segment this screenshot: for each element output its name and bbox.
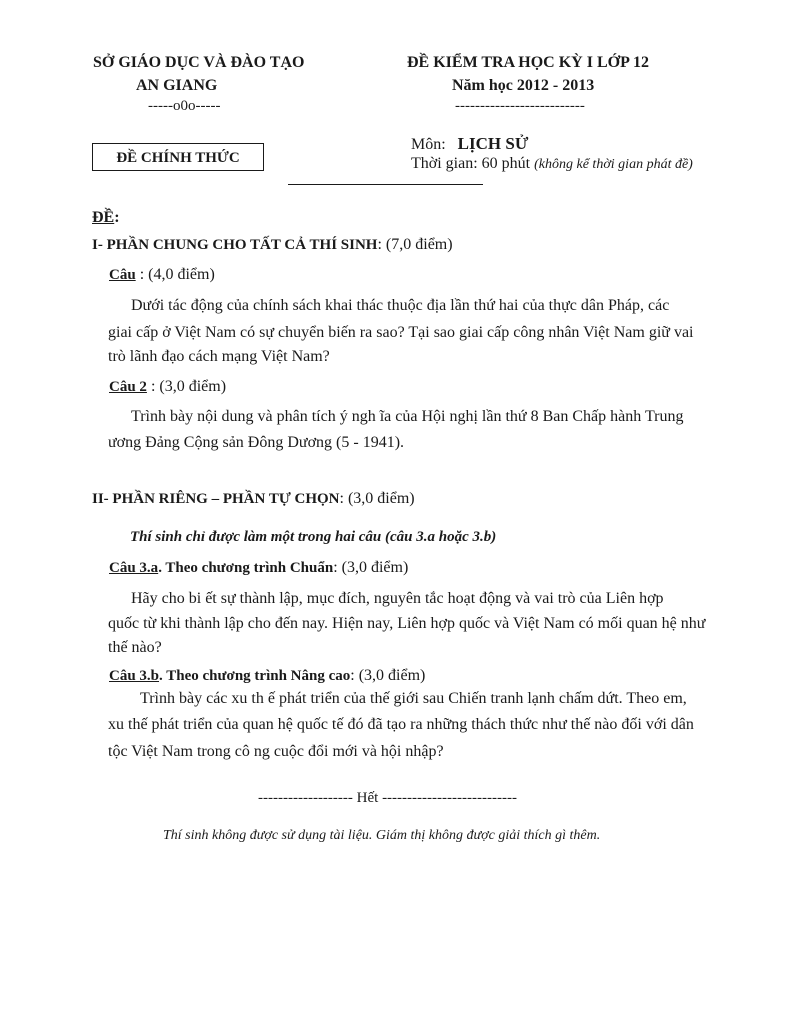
question-2-label: Câu 2 bbox=[109, 379, 147, 395]
question-2-heading bbox=[109, 378, 226, 396]
question-1-heading bbox=[109, 266, 215, 284]
de-colon: : bbox=[114, 209, 120, 226]
header-rule bbox=[288, 184, 483, 185]
time-line bbox=[411, 155, 693, 173]
part1-heading bbox=[92, 236, 453, 254]
de-heading bbox=[92, 209, 120, 227]
department-name: SỞ GIÁO DỤC VÀ ĐÀO TẠO bbox=[93, 54, 305, 71]
question-3a-line-1: Hãy cho bi ết sự thành lập, mục đích, nguyên tắc hoạt động và vai trò của Liên hợp bbox=[131, 590, 664, 607]
part1-points: : (7,0 điểm) bbox=[377, 236, 453, 253]
subject-label: Môn: bbox=[411, 136, 446, 153]
question-1-line-3: trò lãnh đạo cách mạng Việt Nam? bbox=[108, 348, 330, 365]
question-1-line-1: Dưới tác động của chính sách khai thác thuộc địa lần thứ hai của thực dân Pháp, các bbox=[131, 297, 670, 314]
question-3a-line-3: thế nào? bbox=[108, 639, 162, 656]
part1-title: I- PHẦN CHUNG CHO TẤT CẢ THÍ SINH bbox=[92, 237, 378, 253]
subject-name: LỊCH SỬ bbox=[457, 134, 529, 153]
right-header-divider: -------------------------- bbox=[455, 98, 585, 114]
question-3b-points: : (3,0 điểm) bbox=[350, 667, 426, 684]
school-year: Năm học 2012 - 2013 bbox=[452, 77, 595, 94]
question-3b-label: Câu 3.b bbox=[109, 668, 160, 684]
part2-title: II- PHẦN RIÊNG – PHẦN TỰ CHỌN bbox=[92, 491, 340, 507]
exam-title: ĐỀ KIỂM TRA HỌC KỲ I LỚP 12 bbox=[407, 54, 649, 71]
province-name: AN GIANG bbox=[136, 77, 218, 94]
question-2-line-1: Trình bày nội dung và phân tích ý ngh ĩa của Hội nghị lần thứ 8 Ban Chấp hành Trung bbox=[131, 408, 684, 425]
question-1-points: : (4,0 điểm) bbox=[135, 266, 215, 283]
question-3a-heading bbox=[109, 559, 408, 577]
part2-points: : (3,0 điểm) bbox=[339, 490, 415, 507]
question-3a-line-2: quốc từ khi thành lập cho đến nay. Hiện nay, Liên hợp quốc và Việt Nam có mối quan hệ như bbox=[108, 615, 706, 632]
question-3b-line-3: tộc Việt Nam trong cô ng cuộc đổi mới và hội nhập? bbox=[108, 743, 444, 760]
subject-line bbox=[411, 134, 528, 154]
question-3a-program: . Theo chương trình Chuẩn bbox=[158, 560, 334, 576]
end-of-exam-mark: ------------------- Hết --------------------------- bbox=[258, 790, 517, 806]
question-3b-line-1: Trình bày các xu th ế phát triển của thế giới sau Chiến tranh lạnh chấm dứt. Theo em, bbox=[140, 690, 687, 707]
left-header-divider: -----o0o----- bbox=[148, 98, 221, 114]
question-3a-label: Câu 3.a bbox=[109, 560, 159, 576]
question-2-line-2: ương Đảng Cộng sản Đông Dương (5 - 1941). bbox=[108, 434, 405, 451]
question-3a-points: : (3,0 điểm) bbox=[333, 559, 409, 576]
question-3b-heading bbox=[109, 667, 425, 685]
question-3b-line-2: xu thế phát triển của quan hệ quốc tế đó đã tạo ra những thách thức như thế nào đối với dân bbox=[108, 716, 694, 733]
question-2-points: : (3,0 điểm) bbox=[146, 378, 227, 395]
part2-heading bbox=[92, 490, 415, 508]
time-note: (không kể thời gian phát đề) bbox=[534, 157, 693, 172]
de-label: ĐỀ bbox=[92, 209, 115, 226]
question-3b-program: . Theo chương trình Nâng cao bbox=[159, 668, 351, 684]
time-label: Thời gian: 60 phút bbox=[411, 155, 531, 172]
official-exam-badge: ĐỀ CHÍNH THỨC bbox=[92, 143, 264, 171]
question-1-line-2: giai cấp ở Việt Nam có sự chuyển biến ra sao? Tại sao giai cấp công nhân Việt Nam giữ vai bbox=[108, 324, 694, 341]
question-1-label: Câu bbox=[109, 267, 136, 283]
exam-footer-note: Thí sinh không được sử dụng tài liệu. Giám thị không được giải thích gì thêm. bbox=[163, 828, 601, 843]
part2-instruction: Thí sinh chỉ được làm một trong hai câu (câu 3.a hoặc 3.b) bbox=[130, 529, 497, 545]
